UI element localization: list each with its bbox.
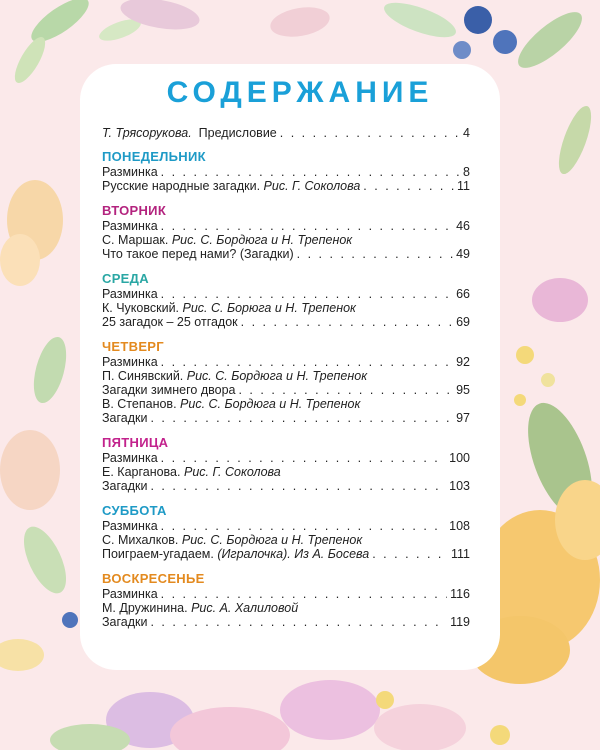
entry-text: [102, 301, 356, 315]
entry-title: Разминка: [102, 287, 158, 301]
leader-dots: [150, 615, 447, 629]
toc-entry[interactable]: [102, 369, 470, 383]
section-heading: ЧЕТВЕРГ: [102, 339, 164, 354]
toc-entry[interactable]: [102, 397, 470, 411]
entry-title: Разминка: [102, 219, 158, 233]
page-number: 111: [450, 547, 470, 561]
page-number: 69: [456, 315, 470, 329]
entry-credit: Рис. С. Бордюга и Н. Трепенок: [186, 369, 368, 383]
entry-credit: Рис. С. Бордюга и Н. Трепенок: [181, 533, 363, 547]
entry-title: К. Чуковский.: [102, 301, 180, 315]
toc-entry[interactable]: [102, 479, 470, 493]
leader-dots: [161, 519, 447, 533]
section-heading: ПЯТНИЦА: [102, 435, 169, 450]
toc-entry[interactable]: [102, 179, 470, 193]
entry-title: Разминка: [102, 587, 158, 601]
entry-title: П. Синявский.: [102, 369, 184, 383]
entry-credit: (Игралочка). Из А. Босева: [217, 547, 370, 561]
entry-text: [102, 219, 158, 233]
toc-entry[interactable]: [102, 411, 470, 425]
entry-title: Поиграем-угадаем.: [102, 547, 214, 561]
section-heading: СРЕДА: [102, 271, 149, 286]
leader-dots: [363, 179, 454, 193]
section-heading: ВОСКРЕСЕНЬЕ: [102, 571, 205, 586]
entry-title: Загадки зимнего двора: [102, 383, 236, 397]
leader-dots: [161, 287, 453, 301]
page-number: 100: [449, 451, 470, 465]
entry-text: [102, 179, 360, 193]
entry-credit: Рис. С. Борюга и Н. Трепенок: [182, 301, 356, 315]
preface-author: Т. Трясорукова.: [102, 126, 192, 140]
page-number: 11: [457, 179, 470, 193]
entry-title: В. Степанов.: [102, 397, 177, 411]
toc-entry[interactable]: [102, 533, 470, 547]
toc-entry[interactable]: [102, 233, 470, 247]
entry-text: [102, 247, 294, 261]
entry-text: [102, 126, 277, 140]
entry-text: [102, 411, 147, 425]
entry-text: [102, 465, 281, 479]
entry-text: [102, 601, 298, 615]
toc-entry[interactable]: [102, 519, 470, 533]
toc-entry[interactable]: [102, 165, 470, 179]
entry-credit: Рис. Г. Соколова: [183, 465, 281, 479]
section-heading: ПОНЕДЕЛЬНИК: [102, 149, 206, 164]
sections-list: [102, 149, 470, 629]
entry-title: С. Михалков.: [102, 533, 179, 547]
page-number: 108: [449, 519, 470, 533]
toc-entry[interactable]: [102, 615, 470, 629]
entry-text: [102, 287, 158, 301]
entry-text: [102, 479, 147, 493]
page-number: 8: [463, 165, 470, 179]
entry-text: [102, 519, 158, 533]
entry-text: [102, 451, 158, 465]
toc-entry[interactable]: [102, 601, 470, 615]
toc-entry[interactable]: [102, 383, 470, 397]
toc-entry[interactable]: [102, 247, 470, 261]
entry-title: Разминка: [102, 165, 158, 179]
entry-title: Что такое перед нами? (Загадки): [102, 247, 294, 261]
entry-text: [102, 383, 235, 397]
leader-dots: [161, 451, 447, 465]
page-number: 4: [463, 126, 470, 140]
entry-title: Разминка: [102, 519, 158, 533]
page-number: 119: [450, 615, 470, 629]
toc-section: [102, 271, 470, 329]
entry-text: [102, 165, 158, 179]
toc-section: [102, 503, 470, 561]
page-number: 116: [450, 587, 470, 601]
entry-text: [102, 533, 362, 547]
page-title: СОДЕРЖАНИЕ: [166, 76, 434, 109]
entry-text: [102, 369, 367, 383]
entry-credit: Рис. С. Бордюга и Н. Трепенок: [180, 397, 361, 411]
toc-section: [102, 571, 470, 629]
toc-entry[interactable]: [102, 219, 470, 233]
page-number: 66: [456, 287, 470, 301]
leader-dots: [161, 355, 453, 369]
entry-credit: Рис. Г. Соколова: [263, 179, 361, 193]
entry-title: Загадки: [102, 479, 148, 493]
entry-title: М. Дружинина.: [102, 601, 188, 615]
entry-title: Русские народные загадки.: [102, 179, 261, 193]
toc-section: [102, 149, 470, 193]
entry-title: Загадки: [102, 411, 148, 425]
leader-dots: [150, 479, 446, 493]
leader-dots: [241, 315, 453, 329]
toc-section: [102, 435, 470, 493]
leader-dots: [150, 411, 453, 425]
entry-title: С. Маршак.: [102, 233, 169, 247]
leader-dots: [238, 383, 453, 397]
entry-credit: Рис. С. Бордюга и Н. Трепенок: [171, 233, 353, 247]
toc-entry[interactable]: [102, 547, 470, 561]
page-number: 95: [456, 383, 470, 397]
entry-title: Разминка: [102, 355, 158, 369]
entry-title: Разминка: [102, 451, 158, 465]
entry-text: [102, 587, 158, 601]
toc-entry[interactable]: [102, 301, 470, 315]
page-number: 49: [456, 247, 470, 261]
toc-entry[interactable]: [102, 315, 470, 329]
entry-text: [102, 315, 238, 329]
leader-dots: [161, 587, 447, 601]
page-number: 46: [456, 219, 470, 233]
preface-title: Предисловие: [198, 126, 277, 140]
entry-title: Е. Карганова.: [102, 465, 181, 479]
section-heading: ВТОРНИК: [102, 203, 167, 218]
leader-dots: [297, 247, 453, 261]
entry-title: Загадки: [102, 615, 148, 629]
table-of-contents: [102, 126, 470, 639]
page-number: 103: [449, 479, 470, 493]
toc-entry[interactable]: [102, 287, 470, 301]
toc-entry[interactable]: [102, 451, 470, 465]
page-number: 97: [456, 411, 470, 425]
leader-dots: [280, 126, 460, 140]
toc-section: [102, 339, 470, 425]
entry-text: [102, 397, 360, 411]
entry-title: 25 загадок – 25 отгадок: [102, 315, 238, 329]
entry-text: [102, 355, 158, 369]
entry-text: [102, 615, 147, 629]
toc-entry-preface[interactable]: [102, 126, 470, 140]
page-number: 92: [456, 355, 470, 369]
entry-credit: Рис. А. Халиловой: [191, 601, 299, 615]
leader-dots: [372, 547, 448, 561]
section-heading: СУББОТА: [102, 503, 167, 518]
leader-dots: [161, 219, 453, 233]
toc-entry[interactable]: [102, 355, 470, 369]
entry-text: [102, 547, 369, 561]
entry-text: [102, 233, 352, 247]
toc-section: [102, 203, 470, 261]
leader-dots: [161, 165, 460, 179]
toc-entry[interactable]: [102, 587, 470, 601]
toc-entry[interactable]: [102, 465, 470, 479]
